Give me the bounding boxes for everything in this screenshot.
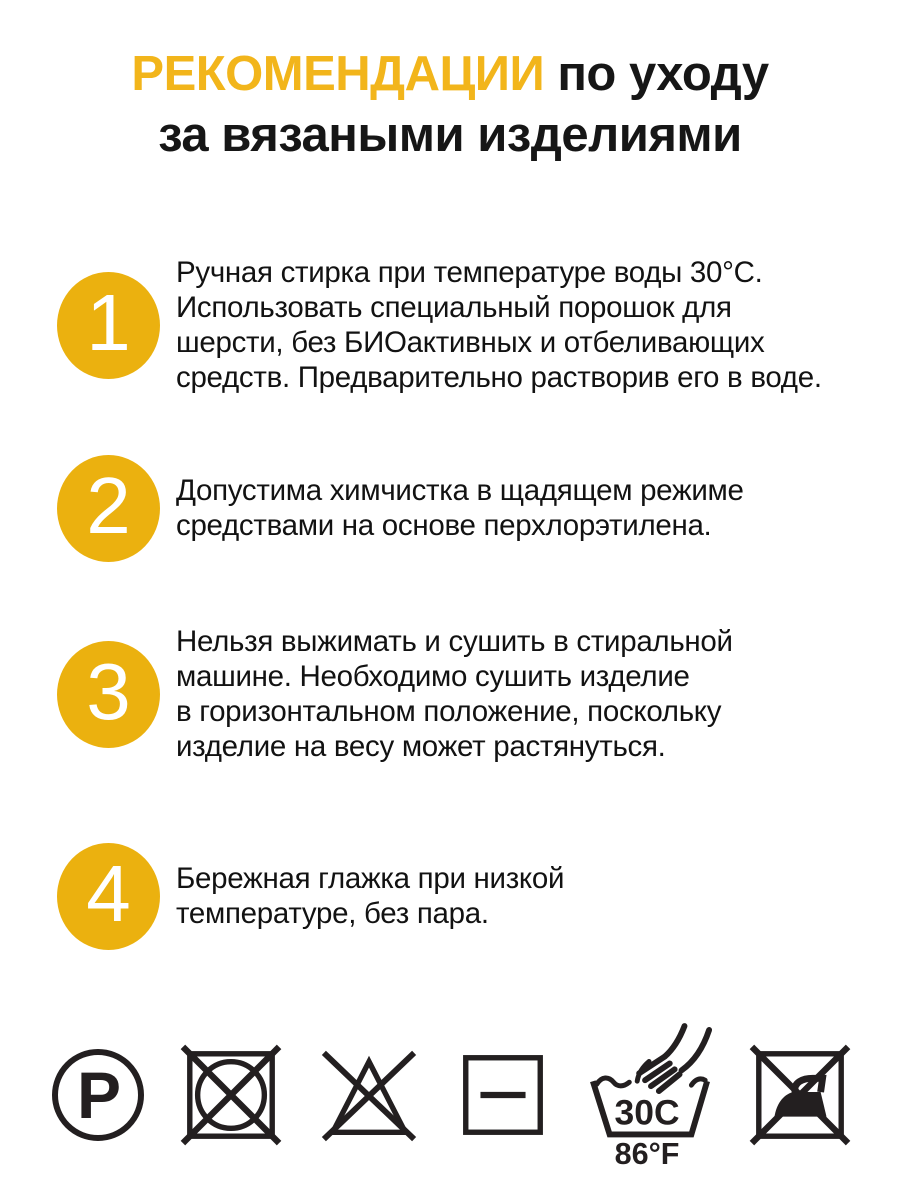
do-not-tumble-dry-icon <box>179 1043 283 1147</box>
care-step-2 <box>57 452 744 564</box>
step-1-number-badge: 1 <box>57 272 160 379</box>
step-line: Бережная глажка при низкой <box>176 862 565 895</box>
step-line: Ручная стирка при температуре воды 30°C. <box>176 256 763 289</box>
step-line: Нельзя выжимать и сушить в стиральной <box>176 625 733 658</box>
step-line: средств. Предварительно растворив его в воде. <box>176 361 822 394</box>
dry-clean-letter: P <box>76 1058 122 1132</box>
title-rest: по уходу <box>544 47 769 101</box>
step-line: шерсти, без БИОактивных и отбеливающих <box>176 326 765 359</box>
step-line: изделие на весу может растянуться. <box>176 730 666 763</box>
step-4-number-badge: 4 <box>57 843 160 950</box>
do-not-bleach-icon <box>315 1044 423 1146</box>
title-line-2: за вязаными изделиями <box>158 108 742 162</box>
step-1-text <box>176 255 822 395</box>
page-title <box>0 44 900 166</box>
step-4-text <box>176 861 564 931</box>
do-not-iron-icon <box>748 1043 852 1147</box>
step-line: машине. Необходимо сушить изделие <box>176 660 690 693</box>
step-line: температуре, без пара. <box>176 897 489 930</box>
dry-clean-p-icon <box>48 1045 148 1145</box>
step-2-text <box>176 473 744 543</box>
step-2-number-badge: 2 <box>57 455 160 562</box>
hand-wash-temp-c: 30C <box>614 1092 680 1133</box>
step-line: Допустима химчистка в щадящем режиме <box>176 474 744 507</box>
hand-wash-30-icon <box>584 1022 717 1168</box>
step-3-text <box>176 624 733 764</box>
title-line-1 <box>0 44 900 105</box>
care-step-3 <box>57 618 733 770</box>
care-step-4 <box>57 840 564 952</box>
step-line: в горизонтальном положение, поскольку <box>176 695 722 728</box>
step-line: Использовать специальный порошок для <box>176 291 732 324</box>
step-3-number-badge: 3 <box>57 641 160 748</box>
hand-wash-temp-f: 86°F <box>614 1136 680 1168</box>
care-symbols-row <box>48 1026 852 1168</box>
dry-flat-icon <box>454 1046 552 1144</box>
title-accent: РЕКОМЕНДАЦИИ <box>131 47 545 101</box>
care-step-1 <box>57 250 822 400</box>
step-line: средствами на основе перхлорэтилена. <box>176 509 712 542</box>
